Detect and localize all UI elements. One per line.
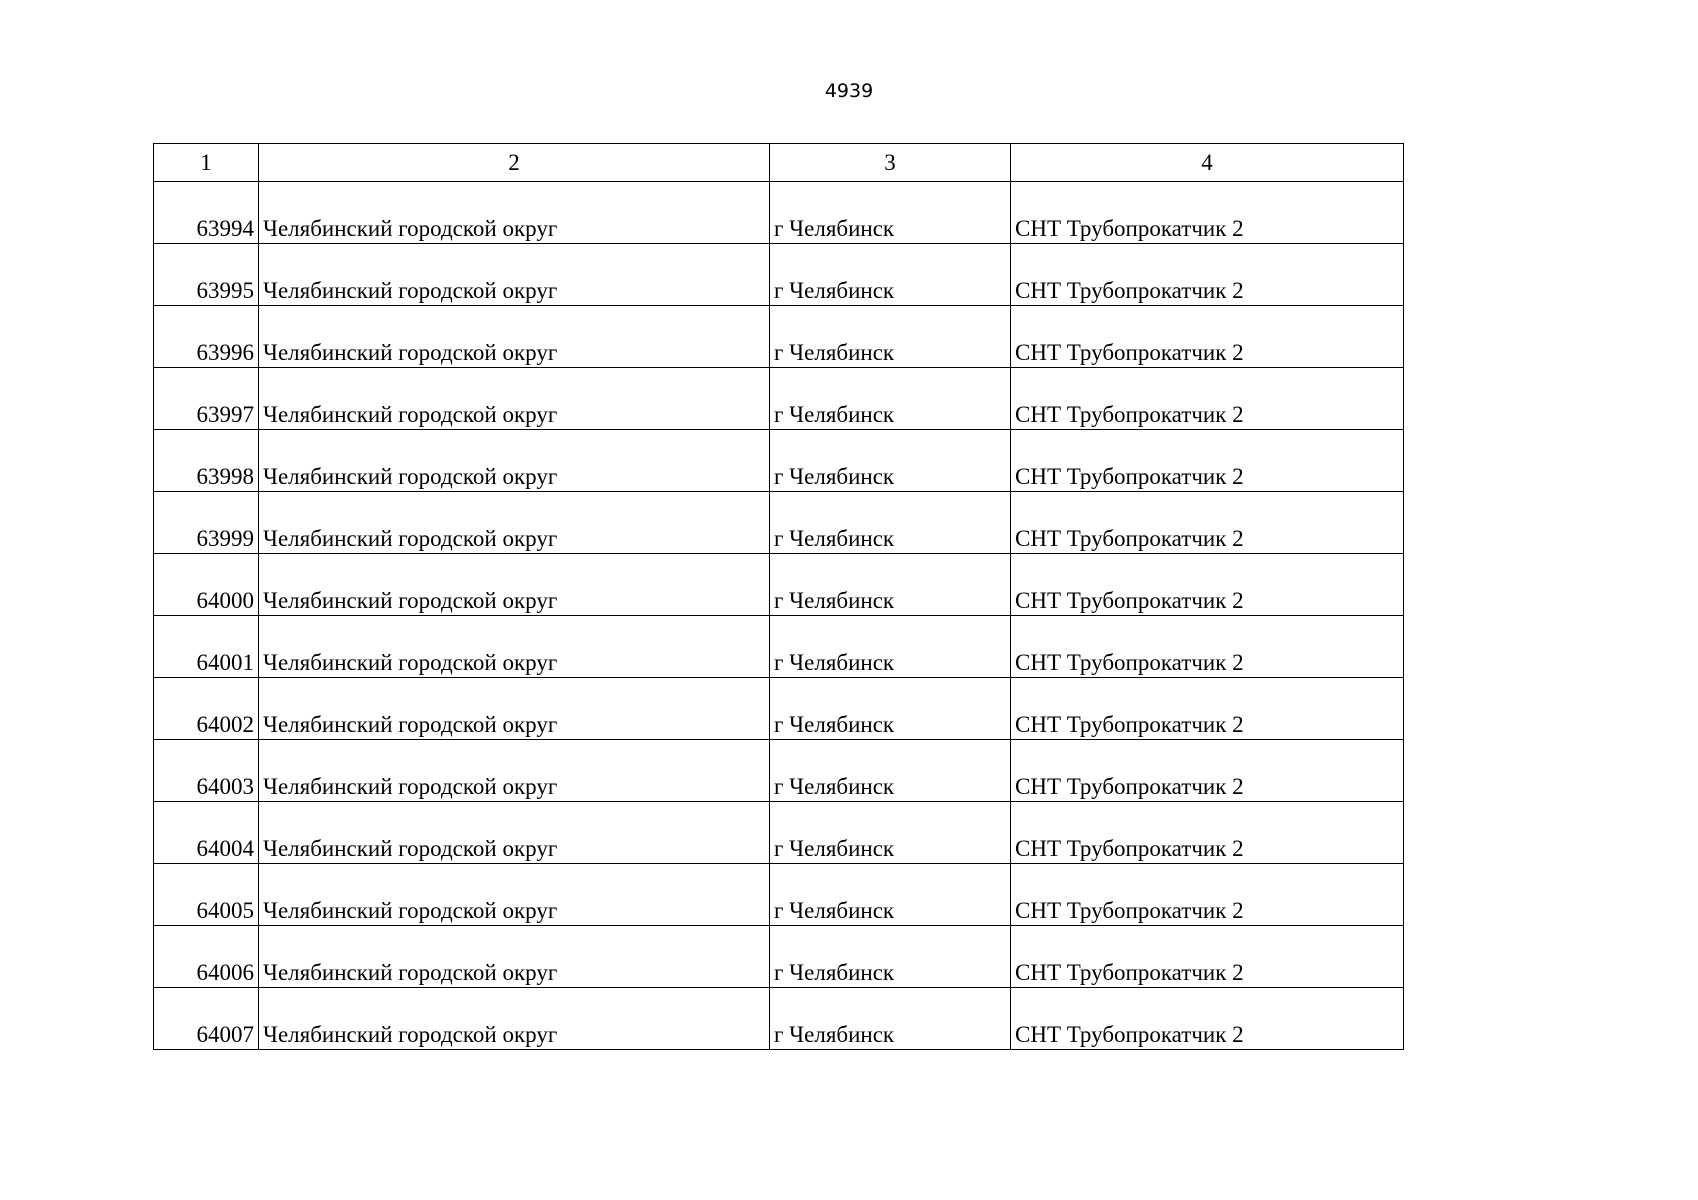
settlement-cell: СНТ Трубопрокатчик 2 xyxy=(1011,244,1404,306)
table-row xyxy=(154,678,1404,740)
column-header-2: 2 xyxy=(259,144,770,182)
table-row xyxy=(154,306,1404,368)
district-cell: Челябинский городской округ xyxy=(259,554,770,616)
city-cell: г Челябинск xyxy=(770,864,1011,926)
city-cell: г Челябинск xyxy=(770,430,1011,492)
table-row xyxy=(154,926,1404,988)
table-header-row xyxy=(154,144,1404,182)
city-cell: г Челябинск xyxy=(770,740,1011,802)
table-row xyxy=(154,554,1404,616)
settlement-cell: СНТ Трубопрокатчик 2 xyxy=(1011,740,1404,802)
data-table xyxy=(153,143,1404,1050)
row-number-cell: 63998 xyxy=(154,430,259,492)
settlement-cell: СНТ Трубопрокатчик 2 xyxy=(1011,554,1404,616)
row-number-cell: 64001 xyxy=(154,616,259,678)
table-row xyxy=(154,244,1404,306)
row-number-cell: 63997 xyxy=(154,368,259,430)
table-row xyxy=(154,616,1404,678)
row-number-cell: 63994 xyxy=(154,182,259,244)
table-row xyxy=(154,740,1404,802)
city-cell: г Челябинск xyxy=(770,988,1011,1050)
city-cell: г Челябинск xyxy=(770,678,1011,740)
table-row xyxy=(154,988,1404,1050)
district-cell: Челябинский городской округ xyxy=(259,740,770,802)
district-cell: Челябинский городской округ xyxy=(259,926,770,988)
district-cell: Челябинский городской округ xyxy=(259,616,770,678)
settlement-cell: СНТ Трубопрокатчик 2 xyxy=(1011,926,1404,988)
settlement-cell: СНТ Трубопрокатчик 2 xyxy=(1011,368,1404,430)
settlement-cell: СНТ Трубопрокатчик 2 xyxy=(1011,864,1404,926)
column-header-3: 3 xyxy=(770,144,1011,182)
settlement-cell: СНТ Трубопрокатчик 2 xyxy=(1011,430,1404,492)
row-number-cell: 64004 xyxy=(154,802,259,864)
settlement-cell: СНТ Трубопрокатчик 2 xyxy=(1011,492,1404,554)
settlement-cell: СНТ Трубопрокатчик 2 xyxy=(1011,802,1404,864)
city-cell: г Челябинск xyxy=(770,616,1011,678)
table-row xyxy=(154,182,1404,244)
city-cell: г Челябинск xyxy=(770,306,1011,368)
district-cell: Челябинский городской округ xyxy=(259,306,770,368)
column-header-1: 1 xyxy=(154,144,259,182)
row-number-cell: 64006 xyxy=(154,926,259,988)
row-number-cell: 64007 xyxy=(154,988,259,1050)
settlement-cell: СНТ Трубопрокатчик 2 xyxy=(1011,678,1404,740)
row-number-cell: 63995 xyxy=(154,244,259,306)
table-body xyxy=(154,182,1404,1050)
table-row xyxy=(154,368,1404,430)
row-number-cell: 64002 xyxy=(154,678,259,740)
district-cell: Челябинский городской округ xyxy=(259,802,770,864)
district-cell: Челябинский городской округ xyxy=(259,864,770,926)
city-cell: г Челябинск xyxy=(770,182,1011,244)
row-number-cell: 64000 xyxy=(154,554,259,616)
city-cell: г Челябинск xyxy=(770,492,1011,554)
district-cell: Челябинский городской округ xyxy=(259,244,770,306)
settlement-cell: СНТ Трубопрокатчик 2 xyxy=(1011,988,1404,1050)
district-cell: Челябинский городской округ xyxy=(259,678,770,740)
district-cell: Челябинский городской округ xyxy=(259,492,770,554)
table-row xyxy=(154,802,1404,864)
row-number-cell: 64005 xyxy=(154,864,259,926)
district-cell: Челябинский городской округ xyxy=(259,368,770,430)
column-header-4: 4 xyxy=(1011,144,1404,182)
city-cell: г Челябинск xyxy=(770,554,1011,616)
row-number-cell: 63999 xyxy=(154,492,259,554)
city-cell: г Челябинск xyxy=(770,368,1011,430)
district-cell: Челябинский городской округ xyxy=(259,430,770,492)
table-row xyxy=(154,864,1404,926)
city-cell: г Челябинск xyxy=(770,244,1011,306)
row-number-cell: 63996 xyxy=(154,306,259,368)
table-row xyxy=(154,430,1404,492)
settlement-cell: СНТ Трубопрокатчик 2 xyxy=(1011,306,1404,368)
settlement-cell: СНТ Трубопрокатчик 2 xyxy=(1011,182,1404,244)
page-number: 4939 xyxy=(824,80,874,102)
district-cell: Челябинский городской округ xyxy=(259,182,770,244)
table-row xyxy=(154,492,1404,554)
settlement-cell: СНТ Трубопрокатчик 2 xyxy=(1011,616,1404,678)
city-cell: г Челябинск xyxy=(770,926,1011,988)
city-cell: г Челябинск xyxy=(770,802,1011,864)
row-number-cell: 64003 xyxy=(154,740,259,802)
district-cell: Челябинский городской округ xyxy=(259,988,770,1050)
